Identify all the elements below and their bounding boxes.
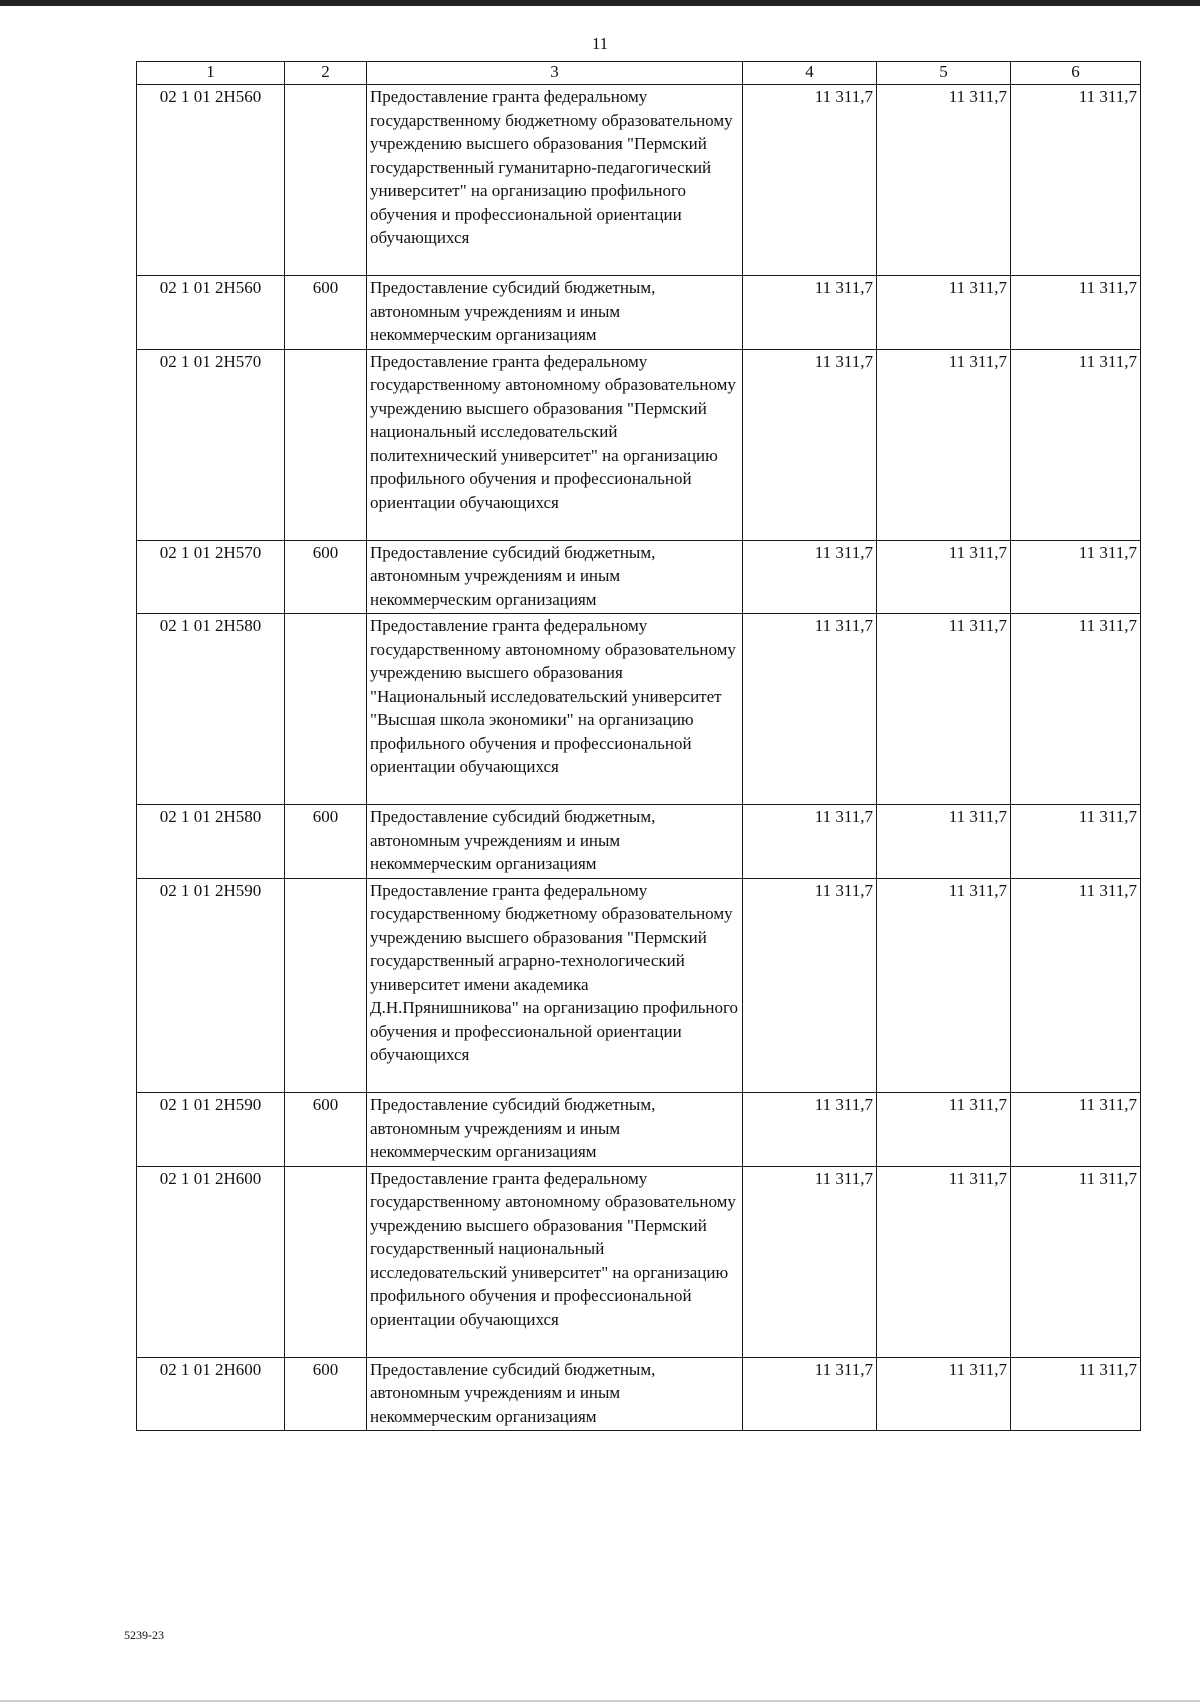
item-description: Предоставление гранта федеральному государственному бюджетному образовательному учреждению высшего образования "Пермский государственный аграрно-технологический университет имени академика Д.Н.Прянишникова" на организацию профильного обучения и профессиональной ориентации обучающихся bbox=[367, 878, 743, 1093]
expense-type-code bbox=[285, 85, 367, 276]
target-article-code: 02 1 01 2Н570 bbox=[137, 540, 285, 614]
column-header-3: 3 bbox=[367, 62, 743, 85]
expense-type-code: 600 bbox=[285, 1357, 367, 1431]
item-description: Предоставление субсидий бюджетным, автономным учреждениям и иным некоммерческим организациям bbox=[367, 540, 743, 614]
target-article-code: 02 1 01 2Н560 bbox=[137, 85, 285, 276]
table-row bbox=[137, 614, 1141, 805]
target-article-code: 02 1 01 2Н590 bbox=[137, 878, 285, 1093]
amount-year-1: 11 311,7 bbox=[743, 1166, 877, 1357]
table-row bbox=[137, 1166, 1141, 1357]
target-article-code: 02 1 01 2Н560 bbox=[137, 276, 285, 350]
amount-year-2: 11 311,7 bbox=[877, 1357, 1011, 1431]
amount-year-1: 11 311,7 bbox=[743, 614, 877, 805]
table-row bbox=[137, 878, 1141, 1093]
amount-year-3: 11 311,7 bbox=[1011, 276, 1141, 350]
amount-year-2: 11 311,7 bbox=[877, 349, 1011, 540]
amount-year-3: 11 311,7 bbox=[1011, 1093, 1141, 1167]
item-description: Предоставление субсидий бюджетным, автономным учреждениям и иным некоммерческим организациям bbox=[367, 805, 743, 879]
column-header-1: 1 bbox=[137, 62, 285, 85]
amount-year-2: 11 311,7 bbox=[877, 540, 1011, 614]
amount-year-1: 11 311,7 bbox=[743, 540, 877, 614]
table-row bbox=[137, 85, 1141, 276]
amount-year-2: 11 311,7 bbox=[877, 85, 1011, 276]
item-description: Предоставление субсидий бюджетным, автономным учреждениям и иным некоммерческим организациям bbox=[367, 276, 743, 350]
target-article-code: 02 1 01 2Н580 bbox=[137, 614, 285, 805]
amount-year-3: 11 311,7 bbox=[1011, 540, 1141, 614]
expense-type-code bbox=[285, 349, 367, 540]
expense-type-code: 600 bbox=[285, 1093, 367, 1167]
amount-year-3: 11 311,7 bbox=[1011, 1357, 1141, 1431]
item-description: Предоставление субсидий бюджетным, автономным учреждениям и иным некоммерческим организациям bbox=[367, 1093, 743, 1167]
budget-allocation-table bbox=[136, 61, 1141, 1431]
amount-year-2: 11 311,7 bbox=[877, 1093, 1011, 1167]
expense-type-code: 600 bbox=[285, 805, 367, 879]
column-header-5: 5 bbox=[877, 62, 1011, 85]
amount-year-2: 11 311,7 bbox=[877, 1166, 1011, 1357]
amount-year-2: 11 311,7 bbox=[877, 276, 1011, 350]
scan-top-edge bbox=[0, 0, 1200, 6]
table-body bbox=[137, 85, 1141, 1431]
amount-year-1: 11 311,7 bbox=[743, 349, 877, 540]
page-number: 11 bbox=[591, 34, 609, 53]
item-description: Предоставление гранта федеральному государственному автономному образовательному учреждению высшего образования "Национальный исследовательский университет "Высшая школа экономики" на организацию профильного обучения и профессиональной ориентации обучающихся bbox=[367, 614, 743, 805]
column-header-6: 6 bbox=[1011, 62, 1141, 85]
target-article-code: 02 1 01 2Н580 bbox=[137, 805, 285, 879]
amount-year-3: 11 311,7 bbox=[1011, 614, 1141, 805]
amount-year-1: 11 311,7 bbox=[743, 1357, 877, 1431]
amount-year-2: 11 311,7 bbox=[877, 805, 1011, 879]
amount-year-2: 11 311,7 bbox=[877, 878, 1011, 1093]
target-article-code: 02 1 01 2Н600 bbox=[137, 1357, 285, 1431]
column-header-2: 2 bbox=[285, 62, 367, 85]
amount-year-3: 11 311,7 bbox=[1011, 1166, 1141, 1357]
amount-year-3: 11 311,7 bbox=[1011, 349, 1141, 540]
amount-year-1: 11 311,7 bbox=[743, 805, 877, 879]
amount-year-2: 11 311,7 bbox=[877, 614, 1011, 805]
expense-type-code bbox=[285, 878, 367, 1093]
expense-type-code bbox=[285, 614, 367, 805]
table-row bbox=[137, 1093, 1141, 1167]
column-header-4: 4 bbox=[743, 62, 877, 85]
amount-year-1: 11 311,7 bbox=[743, 1093, 877, 1167]
table-row bbox=[137, 805, 1141, 879]
expense-type-code bbox=[285, 1166, 367, 1357]
table-row bbox=[137, 276, 1141, 350]
expense-type-code: 600 bbox=[285, 540, 367, 614]
document-code: 5239-23 bbox=[124, 1628, 164, 1642]
expense-type-code: 600 bbox=[285, 276, 367, 350]
amount-year-3: 11 311,7 bbox=[1011, 805, 1141, 879]
amount-year-1: 11 311,7 bbox=[743, 878, 877, 1093]
scan-bottom-edge bbox=[0, 1700, 1200, 1702]
amount-year-1: 11 311,7 bbox=[743, 85, 877, 276]
amount-year-3: 11 311,7 bbox=[1011, 878, 1141, 1093]
target-article-code: 02 1 01 2Н600 bbox=[137, 1166, 285, 1357]
item-description: Предоставление гранта федеральному государственному автономному образовательному учреждению высшего образования "Пермский национальный исследовательский политехнический университет" на организацию профильного обучения и профессиональной ориентации обучающихся bbox=[367, 349, 743, 540]
item-description: Предоставление гранта федеральному государственному автономному образовательному учреждению высшего образования "Пермский государственный национальный исследовательский университет" на организацию профильного обучения и профессиональной ориентации обучающихся bbox=[367, 1166, 743, 1357]
table-row bbox=[137, 1357, 1141, 1431]
item-description: Предоставление гранта федеральному государственному бюджетному образовательному учреждению высшего образования "Пермский государственный гуманитарно-педагогический университет" на организацию профильного обучения и профессиональной ориентации обучающихся bbox=[367, 85, 743, 276]
target-article-code: 02 1 01 2Н570 bbox=[137, 349, 285, 540]
table-row bbox=[137, 540, 1141, 614]
table-header-row bbox=[137, 62, 1141, 85]
table-row bbox=[137, 349, 1141, 540]
item-description: Предоставление субсидий бюджетным, автономным учреждениям и иным некоммерческим организациям bbox=[367, 1357, 743, 1431]
target-article-code: 02 1 01 2Н590 bbox=[137, 1093, 285, 1167]
amount-year-1: 11 311,7 bbox=[743, 276, 877, 350]
amount-year-3: 11 311,7 bbox=[1011, 85, 1141, 276]
